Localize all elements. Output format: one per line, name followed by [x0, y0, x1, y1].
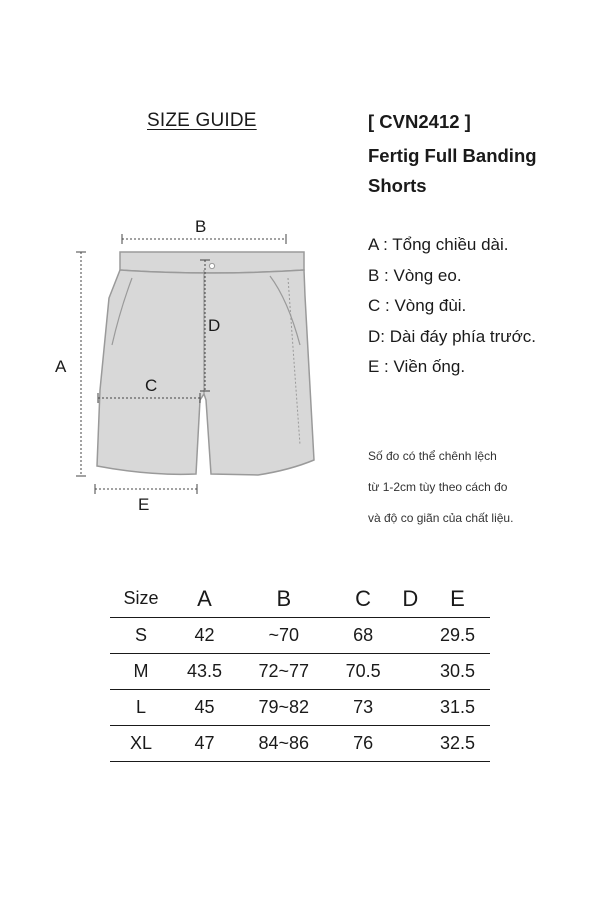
note-line: từ 1-2cm tùy theo cách đo	[368, 480, 508, 494]
product-code: [ CVN2412 ]	[368, 111, 471, 132]
table-row	[110, 690, 490, 726]
cell-b: ~70	[268, 625, 300, 645]
cell-b: 84~86	[258, 733, 310, 753]
cell-c: 68	[353, 625, 374, 645]
cell-a: 42	[194, 625, 215, 645]
size-table	[110, 580, 490, 762]
cell-a: 47	[194, 733, 215, 753]
label-d: D	[208, 316, 221, 335]
table-row	[110, 726, 490, 762]
measurement-note	[368, 441, 513, 534]
cell-e: 29.5	[439, 625, 476, 645]
cell-size: M	[133, 661, 149, 681]
cell-size: L	[135, 697, 146, 717]
measurement-legend	[368, 230, 536, 383]
table-header-row	[110, 580, 490, 618]
column-header-d: D	[396, 580, 425, 618]
cell-d	[396, 618, 425, 654]
cell-b: 79~82	[258, 697, 310, 717]
label-a: A	[55, 357, 67, 376]
cell-d	[396, 726, 425, 762]
legend-item-b: B : Vòng eo.	[368, 265, 462, 285]
cell-size: S	[134, 625, 147, 645]
column-header-size: Size	[110, 580, 172, 618]
cell-e: 31.5	[439, 697, 476, 717]
cell-c: 73	[353, 697, 374, 717]
legend-item-a: A : Tổng chiều dài.	[368, 235, 509, 254]
label-c: C	[145, 376, 158, 395]
table-row	[110, 654, 490, 690]
legend-item-d: D: Dài đáy phía trước.	[368, 326, 537, 346]
cell-b: 72~77	[258, 661, 310, 681]
legend-item-c: C : Vòng đùi.	[368, 296, 467, 315]
cell-c: 76	[353, 733, 374, 753]
column-header-a: A	[172, 580, 237, 618]
column-header-e: E	[425, 580, 490, 618]
cell-e: 30.5	[439, 661, 476, 681]
cell-d	[396, 690, 425, 726]
column-header-b: B	[237, 580, 331, 618]
size-guide-title: SIZE GUIDE	[147, 110, 257, 131]
cell-size: XL	[129, 733, 153, 753]
label-e: E	[138, 495, 150, 514]
note-line: Số đo có thể chênh lệch	[368, 449, 497, 463]
table-row	[110, 618, 490, 654]
cell-a: 43.5	[186, 661, 222, 681]
label-b: B	[195, 217, 207, 236]
cell-c: 70.5	[345, 661, 381, 681]
product-name: Fertig Full Banding Shorts	[368, 145, 537, 196]
column-header-c: C	[331, 580, 396, 618]
cell-a: 45	[194, 697, 215, 717]
note-line: và độ co giãn của chất liệu.	[368, 511, 514, 525]
legend-item-e: E : Viền ống.	[368, 357, 466, 376]
cell-e: 32.5	[439, 733, 476, 753]
cell-d	[396, 654, 425, 690]
